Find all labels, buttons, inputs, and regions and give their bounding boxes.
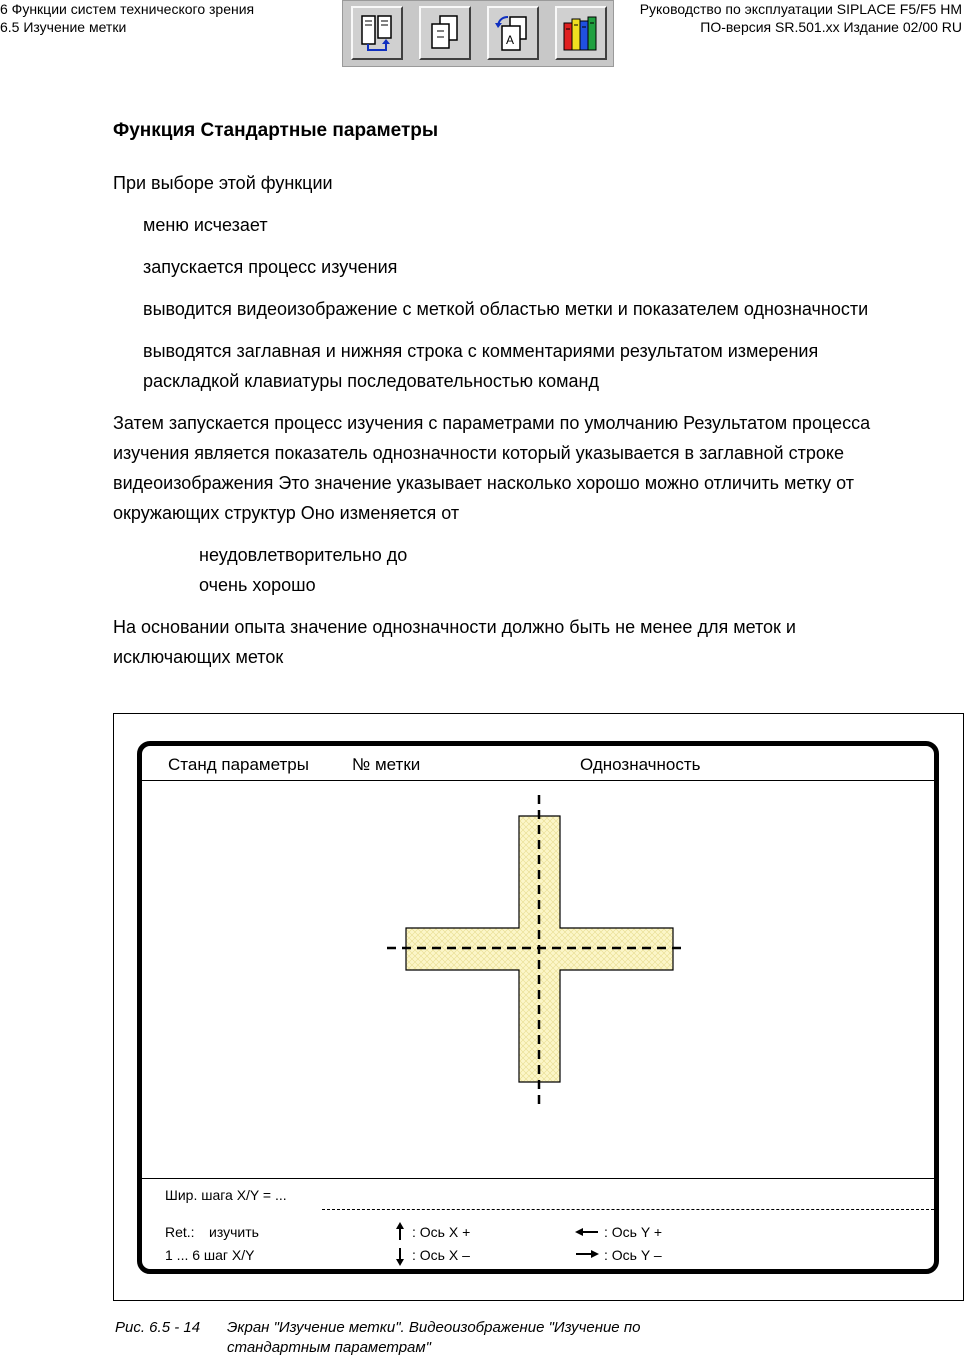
- figure-caption-line: стандартным параметрам": [227, 1339, 431, 1356]
- pages-button[interactable]: [419, 6, 471, 60]
- section-title: 6.5 Изучение метки: [0, 19, 127, 35]
- list-item: раскладкой клавиатуры последовательностью команд: [143, 371, 599, 391]
- paragraph-line: изучения является показатель однозначности который указывается в заглавной строке: [113, 443, 844, 463]
- axis-x-plus: : Ось X +: [412, 1224, 471, 1240]
- paragraph-line: исключающих меток: [113, 647, 284, 667]
- library-icon: [560, 11, 602, 55]
- list-item: выводится видеоизображение с меткой областью метки и показателем однозначности: [143, 299, 869, 319]
- step-width-label: Шир. шага X/Y = ...: [165, 1187, 287, 1203]
- manual-title: Руководство по эксплуатации SIPLACE F5/F5 HM: [639, 1, 962, 17]
- navigation-toolbar: [342, 0, 614, 67]
- key-ret: Ret.:: [165, 1224, 195, 1240]
- paragraph-line: видеоизображения Это значение указывает насколько хорошо можно отличить метку от: [113, 473, 854, 493]
- screen-title-mark-number: № метки: [352, 755, 421, 774]
- contents-icon: [356, 11, 398, 55]
- intro-text: При выборе этой функции: [113, 173, 333, 193]
- library-button[interactable]: [555, 6, 607, 60]
- paragraph-line: окружающих структур Оно изменяется от: [113, 503, 460, 523]
- paragraph-line: Затем запускается процесс изучения с параметрами по умолчанию Результатом процесса: [113, 413, 871, 433]
- svg-text:A: A: [506, 33, 515, 47]
- range-high: очень хорошо: [199, 575, 316, 595]
- step-width-dashes: [322, 1209, 934, 1210]
- key-ret-action: изучить: [209, 1224, 259, 1240]
- arrow-up-down-icon: [394, 1221, 406, 1267]
- arrow-left-right-icon: [574, 1225, 600, 1261]
- axis-y-minus: : Ось Y –: [604, 1247, 662, 1263]
- back-reference-icon: [492, 11, 534, 55]
- axis-y-plus: : Ось Y +: [604, 1224, 663, 1240]
- axis-x-minus: : Ось X –: [412, 1247, 470, 1263]
- list-item: меню исчезает: [143, 215, 268, 235]
- screen-title-uniqueness: Однозначность: [580, 755, 701, 774]
- pages-icon: [424, 11, 466, 55]
- key-step: 1 ... 6 шаг X/Y: [165, 1247, 255, 1263]
- range-low: неудовлетворительно до: [199, 545, 408, 565]
- screen-title-left: Станд параметры: [168, 755, 309, 774]
- figure-number: Рис. 6.5 - 14: [115, 1319, 201, 1336]
- list-item: запускается процесс изучения: [143, 257, 398, 277]
- paragraph-line: На основании опыта значение однозначности должно быть не менее для меток и: [113, 617, 796, 637]
- chapter-title: 6 Функции систем технического зрения: [0, 1, 255, 17]
- figure-caption-line: Экран "Изучение метки". Видеоизображение "Изучение по: [227, 1319, 641, 1336]
- back-reference-button[interactable]: [487, 6, 539, 60]
- function-heading: Функция Стандартные параметры: [113, 120, 439, 141]
- list-item: выводятся заглавная и нижняя строка с комментариями результатом измерения: [143, 341, 819, 361]
- version-info: ПО-версия SR.501.xx Издание 02/00 RU: [700, 19, 962, 35]
- mark-image: [142, 785, 934, 1180]
- title-divider: [142, 780, 934, 781]
- contents-button[interactable]: [351, 6, 403, 60]
- bottom-divider: [142, 1178, 934, 1179]
